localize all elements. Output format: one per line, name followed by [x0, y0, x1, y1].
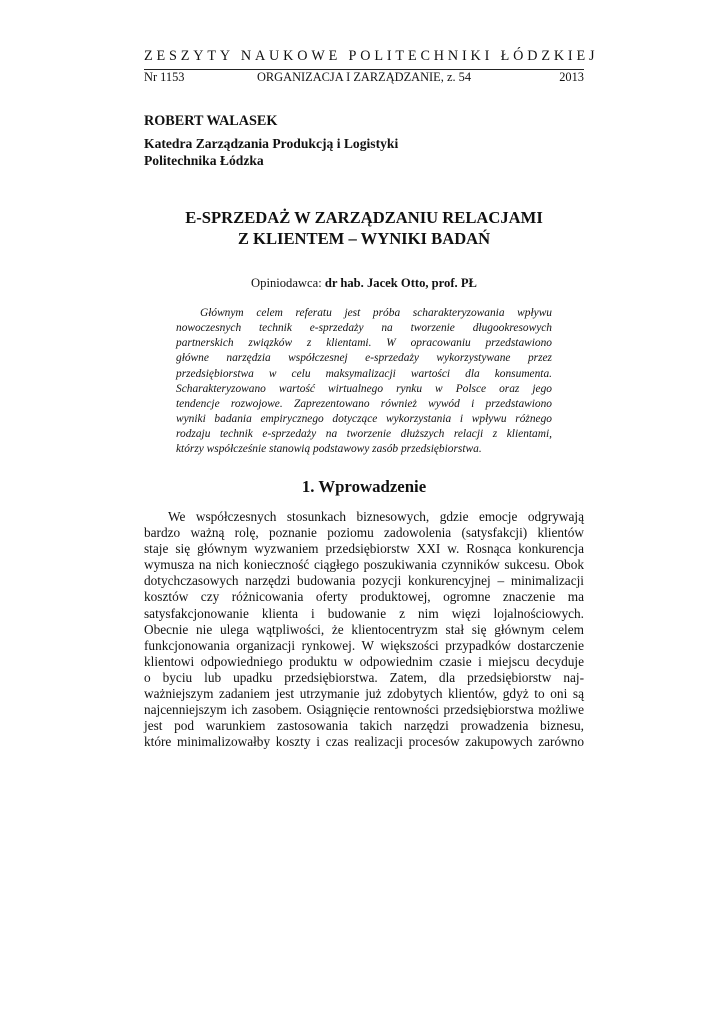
- body-line: które minimalizowałby koszty i czas realizacji procesów zakupowych zarówno: [144, 734, 584, 750]
- body-line: staje się głównym wyzwaniem przedsiębiorstw XXI w. Rosnąca konkurencja: [144, 541, 584, 557]
- affiliation-department: Katedra Zarządzania Produkcją i Logistyki: [144, 136, 399, 151]
- abstract-line: nowoczesnych technik e-sprzedaży na tworzenie długookresowych: [176, 322, 552, 335]
- reviewer-name: dr hab. Jacek Otto, prof. PŁ: [324, 276, 477, 290]
- issue-number: Nr 1153: [144, 70, 185, 84]
- body-line: kosztów czy różnicowania oferty produktowej, ogromne znaczenie ma: [144, 589, 584, 605]
- issue-header: [144, 69, 584, 86]
- abstract-line: tendencje rozwojowe. Zaprezentowano również wywód i przedstawiono: [176, 397, 552, 410]
- affiliation-university: Politechnika Łódzka: [144, 153, 264, 168]
- issue-year: 2013: [559, 70, 584, 84]
- body-line: satysfakcjonowanie klienta i budowanie z nim więzi lojalnościowych.: [144, 605, 584, 621]
- abstract-line: Głównym celem referatu jest próba scharakteryzowania wpływu: [200, 307, 552, 319]
- body-line: jest pod warunkiem zastosowania takich narzędzi prowadzenia biznesu,: [144, 718, 584, 734]
- abstract-line: partnerskich związków z klientami. W opracowaniu przedstawiono: [176, 337, 552, 350]
- author-affiliation: [144, 135, 398, 169]
- body-line: klientowi odpowiedniego produktu w odpowiednim czasie i miejscu decyduje: [144, 653, 584, 669]
- body-line: o byciu lub upadku przedsiębiorstwa. Zatem, dla przedsiębiorstw naj-: [144, 669, 584, 685]
- author-name: ROBERT WALASEK: [144, 113, 278, 129]
- abstract-line: rodzaju technik e-sprzedaży na tworzenie dłuższych relacji z klientami,: [176, 428, 552, 441]
- section-body: [144, 509, 584, 750]
- abstract-line: Scharakteryzowano wartość wirtualnego rynku w Polsce oraz jego: [176, 382, 552, 395]
- abstract-line: przedsiębiorstwa w celu maksymalizacji wartości dla konsumenta.: [176, 367, 552, 380]
- body-line: ważniejszym zadaniem jest utrzymanie już zdobytych klientów, gdyż to oni są: [144, 686, 584, 702]
- body-line: najcenniejszym ich zasobem. Osiągnięcie rentowności przedsiębiorstwa możliwe: [144, 702, 584, 718]
- body-line: dotychczasowych narzędzi budowania pozycji konkurencyjnej – minimalizacji: [144, 573, 584, 589]
- section-heading: 1. Wprowadzenie: [301, 477, 427, 496]
- title-line: Z KLIENTEM – WYNIKI BADAŃ: [237, 229, 491, 248]
- abstract-line: wyniki badania empirycznego dotyczące wykorzystania i wpływu różnego: [176, 412, 552, 425]
- body-line: bardzo ważną rolę, poznanie poziomu zadowolenia (satysfakcji) klientów: [144, 525, 584, 541]
- title-line: E-SPRZEDAŻ W ZARZĄDZANIU RELACJAMI: [185, 208, 543, 227]
- abstract-line: główne narzędzia współczesnej e-sprzedaży wykorzystywane przez: [176, 352, 552, 365]
- body-line: funkcjonowania organizacji rynkowej. W większości przypadków dostarczenie: [144, 637, 584, 653]
- body-line: Obecnie nie ulega wątpliwości, że klientocentryzm stał się głównym celem: [144, 621, 584, 637]
- series-name: ORGANIZACJA I ZARZĄDZANIE, z. 54: [256, 70, 472, 84]
- body-line: wymusza na nich konieczność ciągłego poszukiwania czynników sukcesu. Obok: [144, 557, 584, 573]
- body-line: We współczesnych stosunkach biznesowych, gdzie emocje odgrywają: [168, 509, 584, 524]
- abstract: [176, 306, 552, 457]
- reviewer-line: [144, 275, 584, 291]
- journal-title: ZESZYTY NAUKOWE POLITECHNIKI ŁÓDZKIEJ: [144, 48, 599, 64]
- reviewer-label: Opiniodawca:: [251, 276, 322, 290]
- paper-title: [144, 207, 584, 249]
- abstract-line: którzy współcześnie stanowią podstawowy zasób przedsiębiorstwa.: [176, 443, 482, 456]
